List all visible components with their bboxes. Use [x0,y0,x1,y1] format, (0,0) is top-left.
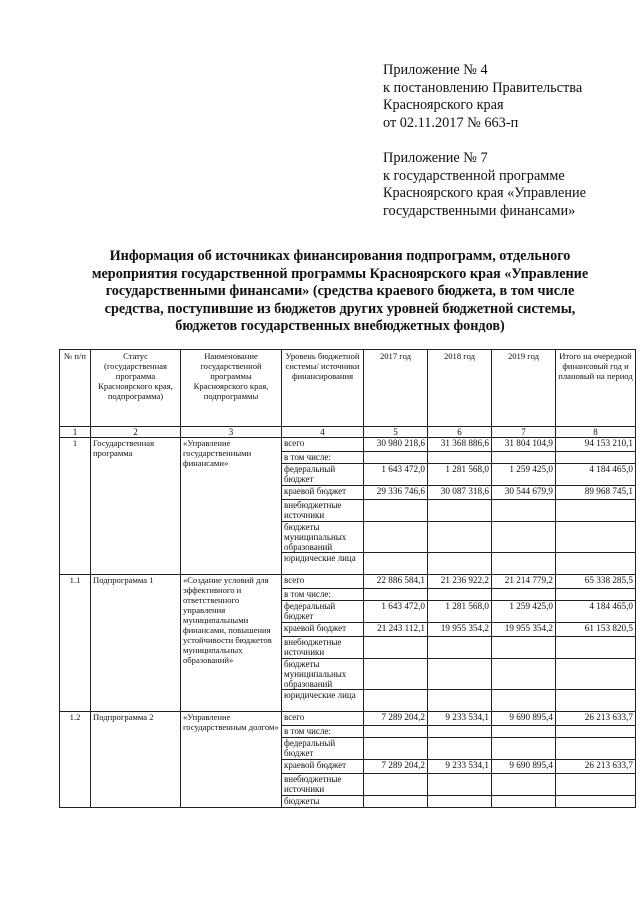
title-line: государственными финансами» (средства краевого бюджета, в том числе [105,283,575,300]
header-line: Красноярского края [383,97,504,113]
funding-level: юридические лица [282,553,364,575]
amount-y2019: 30 544 679,9 [492,486,556,500]
amount-y2018 [428,452,492,464]
appendix-7-header [383,150,633,220]
funding-level: бюджеты муниципальных образований [282,522,364,553]
amount-total: 94 153 210,1 [556,438,636,452]
amount-y2018: 31 368 886,6 [428,438,492,452]
amount-y2018 [428,500,492,522]
amount-y2017 [364,726,428,738]
col-header-2017: 2017 год [364,350,428,427]
table-row [60,438,636,452]
funding-level: в том числе: [282,589,364,601]
funding-level: бюджеты [282,796,364,808]
column-index: 8 [556,427,636,438]
amount-y2018 [428,553,492,575]
amount-y2019 [492,553,556,575]
amount-y2019 [492,589,556,601]
amount-total [556,738,636,760]
amount-y2017 [364,589,428,601]
amount-y2018 [428,522,492,553]
amount-y2017 [364,774,428,796]
amount-total [556,522,636,553]
amount-total [556,452,636,464]
amount-y2017 [364,738,428,760]
amount-y2019: 19 955 354,2 [492,623,556,637]
amount-total [556,690,636,712]
table-row [60,575,636,589]
amount-y2018: 1 281 568,0 [428,601,492,623]
funding-level: краевой бюджет [282,486,364,500]
amount-total: 4 184 465,0 [556,601,636,623]
funding-level: краевой бюджет [282,760,364,774]
amount-y2019 [492,659,556,690]
funding-level: внебюджетные источники [282,774,364,796]
amount-y2017: 1 643 472,0 [364,464,428,486]
amount-total [556,553,636,575]
col-header-2019: 2019 год [492,350,556,427]
table-header-row [60,350,636,427]
amount-total [556,659,636,690]
amount-y2019: 9 690 895,4 [492,760,556,774]
amount-y2017 [364,690,428,712]
amount-y2019 [492,522,556,553]
amount-y2019: 1 259 425,0 [492,464,556,486]
amount-y2018 [428,589,492,601]
amount-total: 4 184 465,0 [556,464,636,486]
amount-y2018: 19 955 354,2 [428,623,492,637]
col-header-2018: 2018 год [428,350,492,427]
table-row [60,712,636,726]
row-status: Подпрограмма 2 [91,712,181,808]
amount-total: 26 213 633,7 [556,712,636,726]
amount-y2019 [492,796,556,808]
amount-y2019 [492,774,556,796]
amount-y2018 [428,690,492,712]
financing-table [59,349,636,808]
row-status: Государственная программа [91,438,181,575]
amount-y2018 [428,659,492,690]
funding-level: федеральный бюджет [282,464,364,486]
amount-total: 89 968 745,1 [556,486,636,500]
funding-level: юридические лица [282,690,364,712]
amount-y2019 [492,452,556,464]
appendix-4-header [383,62,633,132]
header-line: Приложение № 7 [383,150,488,166]
header-line: к государственной программе [383,167,565,184]
funding-level: всего [282,575,364,589]
amount-total [556,589,636,601]
row-number: 1.2 [60,712,91,808]
header-line: государственными финансами» [383,202,576,219]
amount-y2019: 31 804 104,9 [492,438,556,452]
amount-y2018 [428,637,492,659]
amount-y2019: 9 690 895,4 [492,712,556,726]
col-header-total: Итого на очередной финансовый год и плановый на период [556,350,636,427]
amount-y2019 [492,637,556,659]
funding-level: краевой бюджет [282,623,364,637]
amount-y2019 [492,726,556,738]
column-index-row [60,427,636,438]
row-number: 1 [60,438,91,575]
column-index: 3 [181,427,282,438]
amount-y2017: 29 336 746,6 [364,486,428,500]
amount-total [556,796,636,808]
amount-y2019: 21 214 779,2 [492,575,556,589]
amount-y2018: 9 233 534,1 [428,712,492,726]
funding-level: бюджеты муниципальных образований [282,659,364,690]
amount-y2017 [364,637,428,659]
title-line: Информация об источниках финансирования подпрограмм, отдельного [109,248,571,264]
column-index: 7 [492,427,556,438]
amount-total: 65 338 285,5 [556,575,636,589]
row-status: Подпрограмма 1 [91,575,181,712]
document-title [40,248,640,336]
amount-y2018: 21 236 922,2 [428,575,492,589]
row-program-name: «Управление государственным долгом» [181,712,282,808]
funding-level: в том числе: [282,452,364,464]
amount-total: 61 153 820,5 [556,623,636,637]
row-program-name: «Создание условий для эффективного и ответственного управления муниципальными финансами, повышения устойчивости бюджетов муниципальных образований» [181,575,282,712]
amount-y2018: 9 233 534,1 [428,760,492,774]
funding-level: всего [282,712,364,726]
amount-total: 26 213 633,7 [556,760,636,774]
amount-y2019 [492,500,556,522]
col-header-no: № п/п [60,350,91,427]
funding-level: всего [282,438,364,452]
amount-y2019 [492,690,556,712]
header-line: к постановлению Правительства [383,79,583,96]
amount-y2018: 1 281 568,0 [428,464,492,486]
funding-level: внебюджетные источники [282,500,364,522]
column-index: 2 [91,427,181,438]
amount-y2017 [364,452,428,464]
amount-y2019: 1 259 425,0 [492,601,556,623]
amount-y2019 [492,738,556,760]
amount-y2017 [364,796,428,808]
col-header-level: Уровень бюджетной системы/ источники финансирования [282,350,364,427]
amount-y2017 [364,659,428,690]
column-index: 4 [282,427,364,438]
header-line: от 02.11.2017 № 663-п [383,114,519,131]
amount-y2018 [428,774,492,796]
amount-y2017 [364,522,428,553]
funding-level: внебюджетные источники [282,637,364,659]
header-line: Красноярского края «Управление [383,185,587,201]
title-line: бюджетов государственных внебюджетных фондов) [175,318,505,335]
amount-y2017: 7 289 204,2 [364,760,428,774]
amount-total [556,637,636,659]
amount-y2018 [428,726,492,738]
amount-y2017: 22 886 584,1 [364,575,428,589]
funding-level: федеральный бюджет [282,601,364,623]
amount-y2017: 21 243 112,1 [364,623,428,637]
amount-total [556,726,636,738]
amount-y2018 [428,796,492,808]
column-index: 6 [428,427,492,438]
amount-y2018: 30 087 318,6 [428,486,492,500]
amount-y2018 [428,738,492,760]
column-index: 5 [364,427,428,438]
col-header-status: Статус (государственная программа Красноярского края, подпрограмма) [91,350,181,427]
header-line: Приложение № 4 [383,62,488,78]
amount-y2017: 7 289 204,2 [364,712,428,726]
amount-y2017: 30 980 218,6 [364,438,428,452]
title-line: мероприятия государственной программы Красноярского края «Управление [91,265,589,282]
col-header-name: Наименование государственной программы Красноярского края, подпрограммы [181,350,282,427]
amount-y2017 [364,500,428,522]
amount-total [556,774,636,796]
amount-y2017: 1 643 472,0 [364,601,428,623]
row-number: 1.1 [60,575,91,712]
amount-y2017 [364,553,428,575]
row-program-name: «Управление государственными финансами» [181,438,282,575]
title-line: средства, поступившие из бюджетов других уровней бюджетной системы, [104,300,576,317]
funding-level: федеральный бюджет [282,738,364,760]
funding-level: в том числе: [282,726,364,738]
column-index: 1 [60,427,91,438]
amount-total [556,500,636,522]
